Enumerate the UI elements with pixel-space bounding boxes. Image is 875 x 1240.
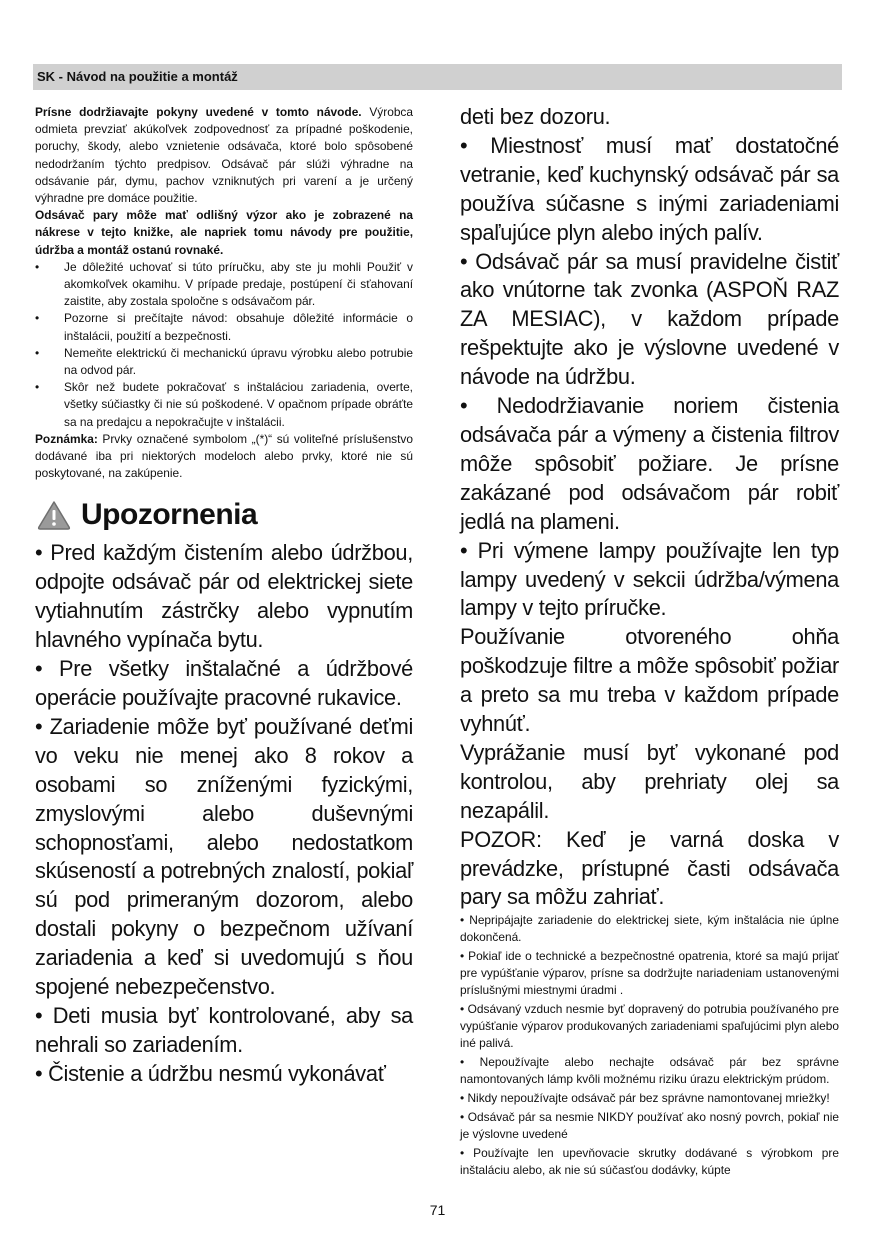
warnings-title: Upozornenia: [81, 498, 258, 532]
list-item: • Skôr než budete pokračovať s inštaláciou zariadenia, overte, všetky súčiastky či nie sú poškodené. V opačnom prípade obráťte sa na predajcu a nepokračujte v inštalácii.: [35, 380, 413, 429]
note-item: • Nepripájajte zariadenie do elektrickej siete, kým inštalácia nie úplne dokončená.: [460, 913, 839, 945]
warning-paragraph: Vyprážanie musí byť vykonané pod kontrolou, aby prehriaty olej sa nezapálil.: [460, 739, 839, 823]
section-header-title: SK - Návod na použitie a montáž: [37, 69, 238, 84]
warnings-left: [35, 539, 413, 1088]
note-item: • Nepoužívajte alebo nechajte odsávač pár bez správne namontovaných lámp kvôli možnému riziku úrazu elektrickým prúdom.: [460, 1055, 839, 1087]
intro-bold: Prísne dodržiavajte pokyny uvedené v tomto návode.: [35, 105, 362, 119]
note-text: Prvky označené symbolom „(*)“ sú voliteľné príslušenstvo dodávané iba pri niektorých modeloch alebo prvky, ktoré nie sú poskytované, na zakúpenie.: [35, 431, 413, 481]
warning-paragraph: • Odsávač pár sa musí pravidelne čistiť ako vnútorne tak zvonka (ASPOŇ RAZ ZA MESIAC), v každom prípade rešpektujte ako je výslovne uvedené v návode na údržbu.: [460, 248, 839, 390]
appearance-notice: Odsávač pary môže mať odlišný výzor ako je zobrazené na nákrese v tejto knižke, ale napriek tomu návody pre použitie, údržba a montáž ostanú rovnaké.: [35, 208, 413, 257]
warning-paragraph: • Čistenie a údržbu nesmú vykonávať: [35, 1060, 386, 1086]
warning-paragraph: • Pre všetky inštalačné a údržbové operácie používajte pracovné rukavice.: [35, 656, 413, 710]
right-column: [460, 103, 839, 1181]
list-item: • Je dôležité uchovať si túto príručku, aby ste ju mohli Použiť v akomkoľvek okamihu. V prípade predaje, postúpení či sťahovaní zaistite, aby zostala spoločne s odsávačom pár.: [35, 259, 413, 309]
warning-paragraph: Používanie otvoreného ohňa poškodzuje filtre a môže spôsobiť požiar a preto sa mu treba v každom prípade vyhnúť.: [460, 624, 839, 737]
list-item: • Nemeňte elektrickú či mechanickú úpravu výrobku alebo potrubie na odvod pár.: [35, 345, 413, 378]
installation-notes: [460, 912, 839, 1179]
left-column: [35, 104, 413, 1089]
note-label: Poznámka:: [35, 431, 98, 446]
intro-section: [35, 104, 413, 482]
note-paragraph: [35, 431, 413, 483]
warnings-right: [460, 103, 839, 912]
note-item: • Používajte len upevňovacie skrutky dodávané s výrobkom pre inštaláciu alebo, ak nie sú súčasťou dodávky, kúpte: [460, 1146, 839, 1178]
warnings-heading: [35, 492, 413, 538]
warning-paragraph: • Nedodržiavanie noriem čistenia odsávača pár a výmeny a čistenia filtrov môže spôsobiť požiare. Je prísne zakázané pod odsávačom pár robiť jedlá na plameni.: [460, 393, 839, 534]
warning-paragraph: • Deti musia byť kontrolované, aby sa nehrali so zariadením.: [35, 1002, 413, 1057]
warning-paragraph: deti bez dozoru.: [460, 104, 611, 129]
intro-paragraph: [35, 104, 413, 207]
list-item: • Pozorne si prečítajte návod: obsahuje dôležité informácie o inštalácii, použití a bezpečnosti.: [35, 311, 413, 343]
page-number: 71: [429, 1202, 446, 1218]
instruction-list: [35, 259, 413, 431]
note-item: • Odsávaný vzduch nesmie byť dopravený do potrubia používaného pre vypúšťanie výparov produkovaných zariadeniami spaľujúcimi plyn alebo iné palivá.: [460, 1002, 839, 1051]
intro-rest: Výrobca odmieta prevziať akúkoľvek zodpovednosť za prípadné poškodenie, poruchy, škody, alebo vznietenie odsávača, ktoré bolo spôsobené nedodržaním týchto predpisov. Odsávač pár slúži výhradne na odsávanie pár, dymu, pachov vzniknutých pri varení a je určený výhradne pre domáce použitie.: [35, 105, 413, 206]
warning-paragraph: • Zariadenie môže byť používané deťmi vo veku nie menej ako 8 rokov a osobami so zníženými fyzickými, zmyslovými alebo duševnými schopnosťami, alebo nedostatkom skúseností a potrebných znalostí, pokiaľ sú pod primeraným dozorom, alebo dostali pokyny o bezpečnom užívaní zariadenia a keď si uvedomujú s ňou spojené nebezpečenstvo.: [35, 713, 413, 1000]
warning-triangle-icon: [37, 500, 71, 530]
note-item: • Pokiaľ ide o technické a bezpečnostné opatrenia, ktoré sa majú prijať pre vypúšťanie výparov, prísne sa dodržujte nariadeniam ustanovenými príslušnými miestnymi úradmi .: [460, 949, 839, 998]
warning-paragraph: • Pred každým čistením alebo údržbou, odpojte odsávač pár od elektrickej siete vytiahnutím zástrčky alebo vypnutím hlavného vypínača bytu.: [35, 540, 413, 653]
note-item: • Odsávač pár sa nesmie NIKDY používať ako nosný povrch, pokiaľ nie je výslovne uvedené: [460, 1110, 839, 1142]
warning-paragraph: POZOR: Keď je varná doska v prevádzke, prístupné časti odsávača pary sa môžu zahriať.: [460, 826, 839, 910]
warning-paragraph: • Miestnosť musí mať dostatočné vetranie, keď kuchynský odsávač pár sa používa súčasne s inými zariadeniami spaľujúce plyn alebo iných palív.: [460, 132, 839, 245]
warning-paragraph: • Pri výmene lampy používajte len typ lampy uvedený v sekcii údržba/výmena lampy v tejto príručke.: [460, 537, 839, 621]
section-header: [33, 64, 842, 90]
note-item: • Nikdy nepoužívajte odsávač pár bez správne namontovanej mriežky!: [460, 1091, 830, 1106]
